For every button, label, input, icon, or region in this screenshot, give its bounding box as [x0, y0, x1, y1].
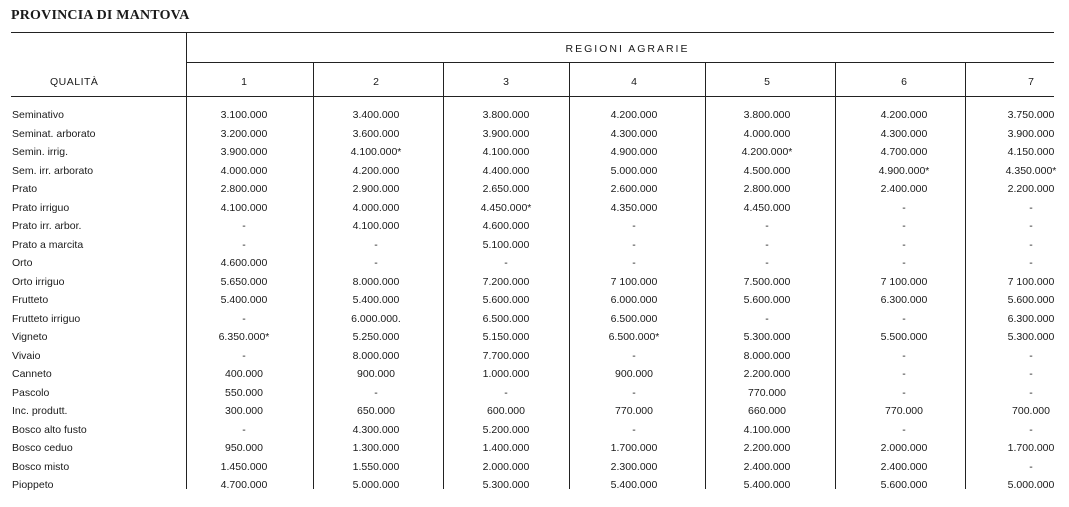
table-cell: 4.400.000 [482, 164, 530, 177]
table-cell: - [374, 386, 378, 399]
table-cell: 5.600.000 [1007, 294, 1055, 306]
table-cell: 5.000.000 [610, 164, 658, 177]
table-cell: 3.800.000 [743, 109, 791, 121]
table-cell: 2.400.000 [880, 183, 928, 195]
table-cell: 4.350.000 [610, 201, 658, 214]
table-cell: 6.300.000 [1007, 312, 1055, 325]
table-cell: 2.650.000 [482, 183, 530, 195]
table-cell: 5.400.000 [352, 294, 400, 306]
table-cell: 4.200.000 [880, 109, 928, 121]
table-cell: - [504, 386, 508, 399]
table-cell: 4.100.000 [743, 423, 791, 436]
table-cell: 4.100.000 [352, 220, 400, 232]
table-cell: 4.200.000 [352, 164, 400, 177]
row-label: Vivaio [12, 349, 41, 362]
table-cell: 4.300.000 [352, 423, 400, 436]
table-cell: 4.700.000 [880, 146, 928, 158]
table-cell: 5.600.000 [880, 479, 928, 491]
table-cell: - [632, 349, 636, 362]
table-cell: 300.000 [225, 405, 263, 417]
table-cell: 2.300.000 [610, 460, 658, 473]
table-cell: 5.400.000 [610, 479, 658, 491]
table-cell: 7.700.000 [482, 349, 530, 362]
table-cell: - [1029, 201, 1033, 214]
table-cell: 4.900.000 [610, 146, 658, 158]
table-cell: - [242, 423, 246, 436]
table-cell: - [242, 349, 246, 362]
table-cell: 5.300.000 [1007, 331, 1055, 343]
table-cell: 5.200.000 [482, 423, 530, 436]
table-cell: 3.400.000 [352, 109, 400, 121]
table-cell: 1.300.000 [352, 442, 400, 454]
table-cell: 5.250.000 [352, 331, 400, 343]
table-cell: 2.600.000 [610, 183, 658, 195]
table-cell: - [1029, 368, 1033, 380]
table-cell: 770.000 [748, 386, 786, 399]
table-cell: 2.000.000 [482, 460, 530, 473]
table-cell: 4.450.000 [743, 201, 791, 214]
row-label: Sem. irr. arborato [12, 164, 94, 177]
table-cell: 7 100.000 [880, 275, 928, 288]
table-cell: - [1029, 220, 1033, 232]
table-cell: 1.550.000 [352, 460, 400, 473]
table-cell: 4.150.000 [1007, 146, 1055, 158]
table-cell: 5.600.000 [482, 294, 530, 306]
table-cell: 7.500.000 [743, 275, 791, 288]
table-cell: 7.200.000 [482, 275, 530, 288]
table-cell: 1.400.000 [482, 442, 530, 454]
table-cell: 3.900.000 [220, 146, 268, 158]
table-cell: - [765, 220, 769, 232]
table-cell: 2.200.000 [1007, 183, 1055, 195]
table-cell: 7 100.000 [610, 275, 658, 288]
table-cell: 4.600.000 [482, 220, 530, 232]
table-cell: 3.750.000 [1007, 109, 1055, 121]
column-header: 4 [631, 76, 637, 88]
table-cell: 5.300.000 [482, 479, 530, 491]
row-label: Orto [12, 257, 33, 269]
table-cell: 2.400.000 [880, 460, 928, 473]
table-cell: 2.200.000 [743, 442, 791, 454]
table-cell: - [1029, 257, 1033, 269]
table-cell: 6.500.000 [610, 312, 658, 325]
table-cell: 900.000 [615, 368, 653, 380]
table-cell: 950.000 [225, 442, 263, 454]
column-divider [835, 62, 836, 489]
table-cell: 3.800.000 [482, 109, 530, 121]
row-label: Frutteto [12, 294, 49, 306]
table-cell: 4.100.000 [482, 146, 530, 158]
table-cell: - [902, 312, 906, 325]
row-label: Prato irriguo [12, 201, 70, 214]
table-cell: 2.900.000 [352, 183, 400, 195]
table-cell: 3.900.000 [482, 127, 530, 140]
table-cell: 8.000.000 [352, 349, 400, 362]
table-cell: - [1029, 349, 1033, 362]
column-header: 2 [373, 76, 379, 88]
table-cell: 3.600.000 [352, 127, 400, 140]
regioni-agrarie-header: REGIONI AGRARIE [565, 43, 690, 55]
table-cell: - [242, 220, 246, 232]
row-label: Bosco alto fusto [12, 423, 87, 436]
table-cell: 4.450.000* [480, 201, 532, 214]
table-cell: 3.900.000 [1007, 127, 1055, 140]
table-cell: 4.600.000 [220, 257, 268, 269]
table-cell: 2.200.000 [743, 368, 791, 380]
table-cell: 4.100.000 [220, 201, 268, 214]
table-cell: - [1029, 386, 1033, 399]
table-cell: 5.400.000 [220, 294, 268, 306]
table-cell: 6.300.000 [880, 294, 928, 306]
table-cell: 5.600.000 [743, 294, 791, 306]
table-cell: 4.000.000 [743, 127, 791, 140]
page-title: PROVINCIA DI MANTOVA [11, 8, 190, 23]
header-bottom-rule [11, 96, 1054, 97]
table-cell: - [902, 423, 906, 436]
column-header: 5 [764, 76, 770, 88]
table-cell: 3.200.000 [220, 127, 268, 140]
table-cell: - [1029, 423, 1033, 436]
table-cell: 550.000 [225, 386, 263, 399]
table-cell: 770.000 [615, 405, 653, 417]
table-cell: 5.150.000 [482, 331, 530, 343]
row-label: Frutteto irriguo [12, 312, 81, 325]
row-label: Pioppeto [12, 479, 54, 491]
table-cell: 6.000.000 [610, 294, 658, 306]
table-cell: 4.100.000* [350, 146, 402, 158]
row-label: Vigneto [12, 331, 48, 343]
table-cell: 6.500.000 [482, 312, 530, 325]
table-cell: 4.000.000 [220, 164, 268, 177]
table-cell: - [765, 312, 769, 325]
table-cell: 700.000 [1012, 405, 1050, 417]
column-divider [443, 62, 444, 489]
table-cell: 650.000 [357, 405, 395, 417]
table-cell: - [902, 368, 906, 380]
table-cell: 900.000 [357, 368, 395, 380]
row-label: Orto irriguo [12, 275, 65, 288]
table-cell: 3.100.000 [220, 109, 268, 121]
table-cell: - [1029, 238, 1033, 251]
column-divider [313, 62, 314, 489]
column-header: 7 [1028, 76, 1034, 88]
row-label: Prato irr. arbor. [12, 220, 82, 232]
table-cell: - [902, 349, 906, 362]
column-divider [186, 33, 187, 489]
table-cell: 4.300.000 [880, 127, 928, 140]
row-label: Semin. irrig. [12, 146, 69, 158]
table-cell: 4.900.000* [878, 164, 930, 177]
table-cell: - [902, 257, 906, 269]
row-label: Prato [12, 183, 38, 195]
table-cell: 7 100.000 [1007, 275, 1055, 288]
row-label: Bosco ceduo [12, 442, 73, 454]
header-rule [186, 62, 1054, 63]
table-cell: - [242, 312, 246, 325]
table-cell: 660.000 [748, 405, 786, 417]
table-cell: 6.500.000* [608, 331, 660, 343]
table-cell: 4.350.000* [1005, 164, 1057, 177]
qualita-header: QUALITÀ [50, 76, 99, 88]
table-cell: 2.000.000 [880, 442, 928, 454]
row-label: Seminativo [12, 109, 64, 121]
table-cell: 5.500.000 [880, 331, 928, 343]
table-cell: 1.450.000 [220, 460, 268, 473]
table-cell: 5.000.000 [1007, 479, 1055, 491]
table-cell: 2.400.000 [743, 460, 791, 473]
table-cell: - [632, 386, 636, 399]
table-cell: 1.700.000 [610, 442, 658, 454]
table-cell: 400.000 [225, 368, 263, 380]
table-cell: 5.100.000 [482, 238, 530, 251]
row-label: Prato a marcita [12, 238, 84, 251]
table-cell: - [765, 257, 769, 269]
table-cell: 4.000.000 [352, 201, 400, 214]
table-cell: 4.700.000 [220, 479, 268, 491]
column-divider [965, 62, 966, 489]
table-cell: 6.350.000* [218, 331, 270, 343]
table-cell: 1.000.000 [482, 368, 530, 380]
table-cell: 2.800.000 [743, 183, 791, 195]
table-cell: - [632, 238, 636, 251]
table-cell: 4.300.000 [610, 127, 658, 140]
table-cell: 600.000 [487, 405, 525, 417]
column-header: 3 [503, 76, 509, 88]
table-cell: 5.400.000 [743, 479, 791, 491]
row-label: Canneto [12, 368, 52, 380]
table-cell: 6.000.000. [351, 312, 401, 325]
table-cell: - [902, 220, 906, 232]
table-cell: - [374, 238, 378, 251]
table-cell: 770.000 [885, 405, 923, 417]
row-label: Seminat. arborato [12, 127, 96, 140]
row-label: Pascolo [12, 386, 50, 399]
table-cell: - [374, 257, 378, 269]
column-header: 1 [241, 76, 247, 88]
table-cell: - [632, 220, 636, 232]
table-cell: - [632, 423, 636, 436]
table-cell: 5.300.000 [743, 331, 791, 343]
table-cell: - [902, 386, 906, 399]
table-cell: 4.500.000 [743, 164, 791, 177]
table-cell: 5.000.000 [352, 479, 400, 491]
top-rule [11, 32, 1054, 33]
table-cell: - [242, 238, 246, 251]
table-cell: - [1029, 460, 1033, 473]
table-cell: 8.000.000 [352, 275, 400, 288]
table-cell: - [504, 257, 508, 269]
table-cell: - [902, 238, 906, 251]
table-cell: - [902, 201, 906, 214]
column-divider [569, 62, 570, 489]
table-cell: 1.700.000 [1007, 442, 1055, 454]
table-cell: 8.000.000 [743, 349, 791, 362]
column-header: 6 [901, 76, 907, 88]
table-cell: 4.200.000* [741, 146, 793, 158]
table-cell: 5.650.000 [220, 275, 268, 288]
table-cell: 2.800.000 [220, 183, 268, 195]
table-cell: - [632, 257, 636, 269]
row-label: Bosco misto [12, 460, 70, 473]
table-cell: - [765, 238, 769, 251]
column-divider [705, 62, 706, 489]
row-label: Inc. produtt. [12, 405, 68, 417]
table-cell: 4.200.000 [610, 109, 658, 121]
